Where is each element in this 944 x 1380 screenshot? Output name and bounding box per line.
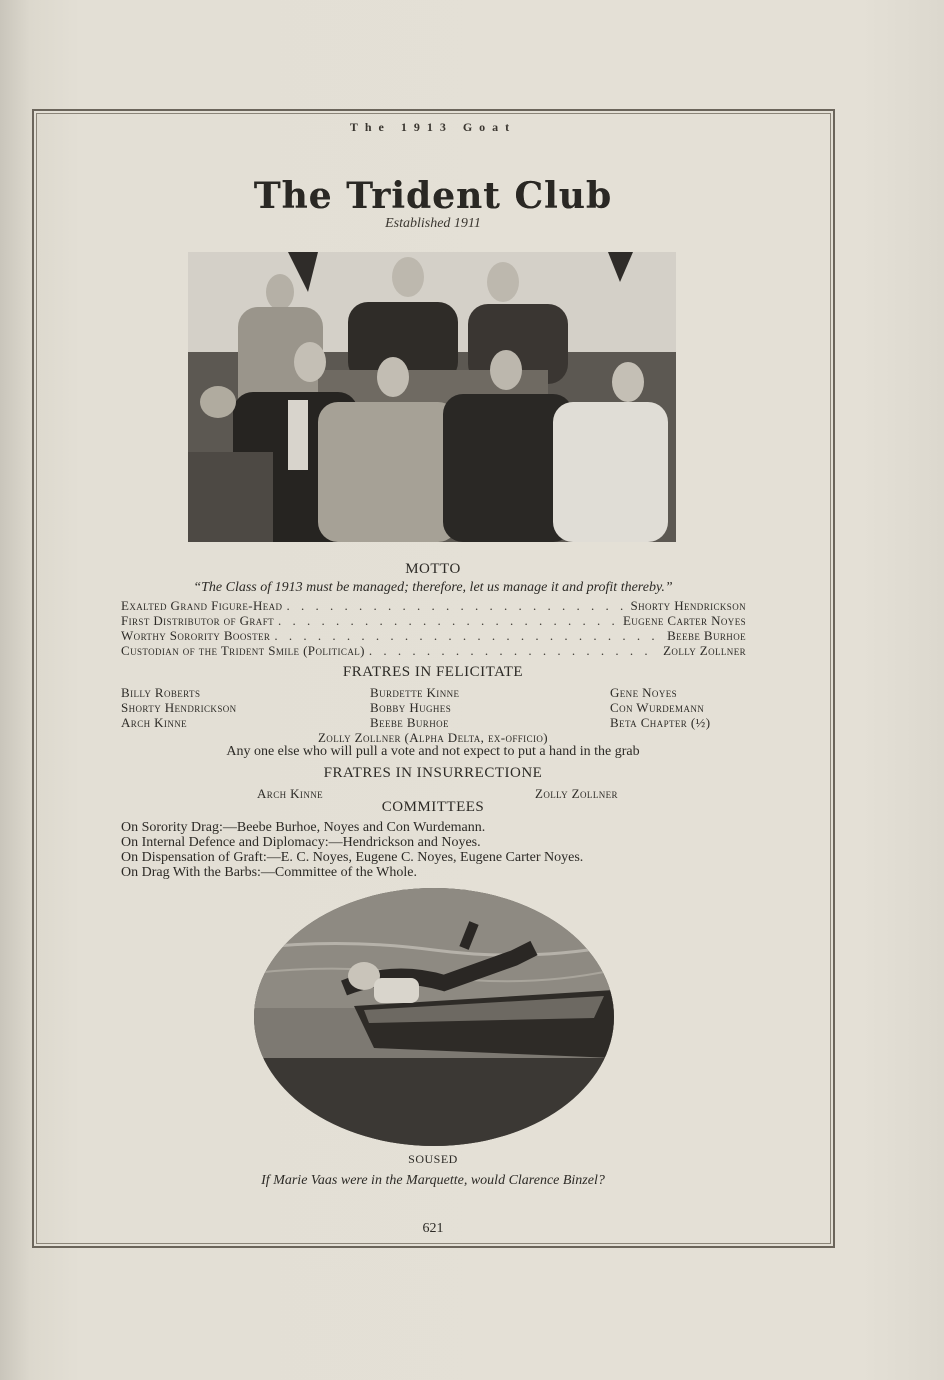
member-name: Burdette Kinne [370,685,460,700]
office-row [121,628,746,644]
office-holder: Shorty Hendrickson [630,598,746,613]
office-title: Worthy Sorority Booster [121,628,271,643]
ex-officio-member: Zolly Zollner (Alpha Delta, ex-officio) [317,730,549,745]
felicitate-note: Any one else who will pull a vote and not expect to put a hand in the grab [226,744,640,759]
committees-heading: COMMITTEES [381,799,485,815]
member-name: Beta Chapter (½) [610,715,711,730]
member-name: Billy Roberts [121,685,201,700]
member-name: Arch Kinne [121,715,188,730]
office-holder: Zolly Zollner [663,643,746,658]
office-title: Custodian of the Trident Smile (Political) [121,643,365,658]
leader-dots [369,643,659,659]
running-head: The 1913 Goat [349,120,517,134]
office-title: Exalted Grand Figure-Head [121,598,283,613]
office-row [121,643,746,659]
office-row [121,613,746,629]
page-title: The Trident Club [253,175,613,217]
motto-heading: MOTTO [405,561,461,577]
member-name: Arch Kinne [257,786,324,801]
committee-line: On Internal Defence and Diplomacy:—Hendrickson and Noyes. [121,835,481,850]
photo-caption: SOUSED [408,1152,458,1166]
office-holder: Beebe Burhoe [667,628,746,643]
committee-line: On Sorority Drag:—Beebe Burhoe, Noyes and Con Wurdemann. [121,820,486,835]
group-photo [188,252,676,542]
member-name: Con Wurdemann [610,700,705,715]
member-name: Shorty Hendrickson [121,700,237,715]
committee-line: On Drag With the Barbs:—Committee of the Whole. [121,865,417,880]
member-name: Zolly Zollner [535,786,618,801]
office-holder: Eugene Carter Noyes [622,613,746,628]
leader-dots [286,598,626,614]
committee-line: On Dispensation of Graft:—E. C. Noyes, Eugene C. Noyes, Eugene Carter Noyes. [121,850,584,865]
office-title: First Distributor of Graft [121,613,275,628]
quip-text: If Marie Vaas were in the Marquette, would Clarence Binzel? [261,1173,605,1188]
office-row [121,598,746,614]
leader-dots [274,628,663,644]
leader-dots [278,613,619,629]
soused-photo [254,888,614,1146]
insurrectione-heading: FRATRES IN INSURRECTIONE [323,765,543,781]
member-name: Bobby Hughes [370,700,452,715]
motto-text: “The Class of 1913 must be managed; therefore, let us manage it and profit thereby.” [193,580,673,595]
page-number: 621 [422,1221,444,1236]
member-name: Gene Noyes [610,685,678,700]
established-subtitle: Established 1911 [385,216,481,231]
member-name: Beebe Burhoe [370,715,449,730]
felicitate-heading: FRATRES IN FELICITATE [342,664,524,680]
